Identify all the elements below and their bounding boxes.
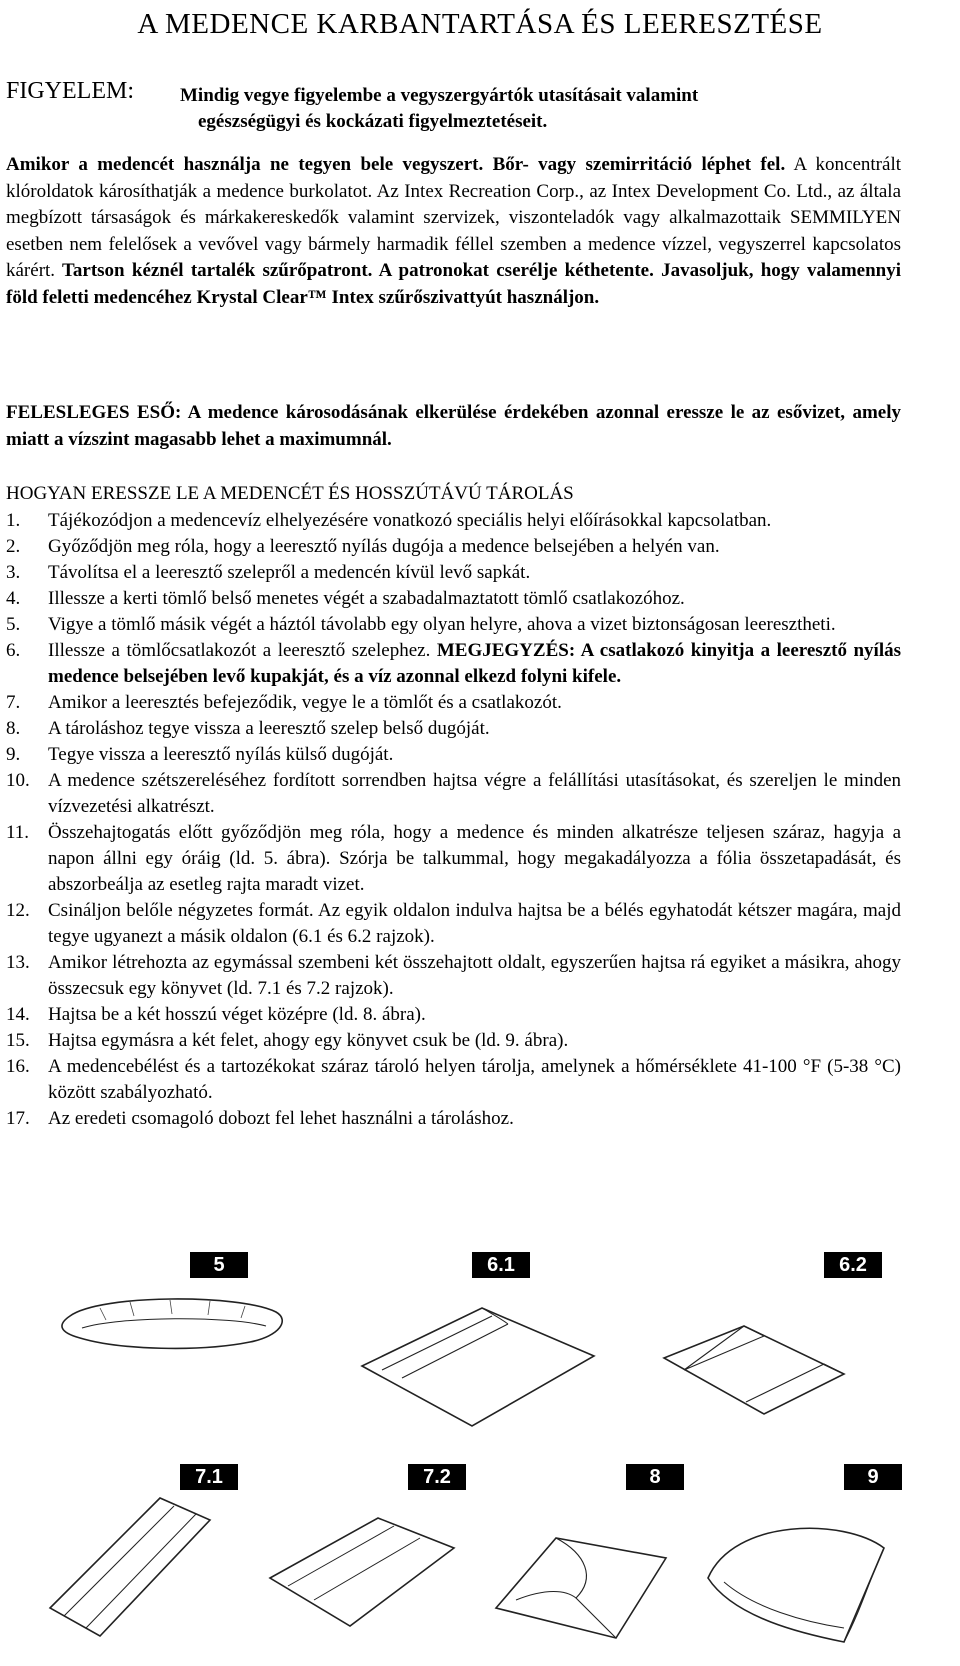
list-item: 12. Csináljon belőle négyzetes formát. Az egyik oldalon indulva hajtsa be a bélés egyhatodát kétszer magára, majd tegye ugyanezt a másik oldalon (6.1 és 6.2 rajzok).: [6, 900, 901, 947]
rain-warning-paragraph: FELESLEGES ESŐ: A medence károsodásának elkerülése érdekében azonnal eressze le az esővizet, amely miatt a vízszint magasabb lehet a maximumnál.: [6, 402, 901, 450]
list-item: 8. A tároláshoz tegye vissza a leeresztő szelep belső dugóját.: [6, 718, 490, 739]
figure-label: 5: [190, 1252, 248, 1278]
chemical-paragraph: [6, 152, 901, 311]
list-item: 4. Illessze a kerti tömlő belső menetes végét a szabadalmaztatott tömlő csatlakozóhoz.: [6, 588, 685, 609]
list-item: 5. Vigye a tömlő másik végét a háztól távolabb egy olyan helyre, ahova a vizet biztonságosan leeresztheti.: [6, 614, 836, 635]
figure-8: [476, 1458, 686, 1658]
list-item: 2. Győződjön meg róla, hogy a leeresztő nyílás dugója a medence belsejében a helyén van.: [6, 536, 720, 557]
figure-9: [694, 1458, 904, 1658]
list-item: 17. Az eredeti csomagoló dobozt fel lehet használni a tároláshoz.: [6, 1108, 514, 1129]
list-item: 16. A medencebélést és a tartozékokat száraz tároló helyen tárolja, amelynek a hőmérséklete 41-100 °F (5-38 °C) között szabályozható.: [6, 1056, 901, 1103]
figure-label: 7.1: [180, 1464, 238, 1490]
chemical-warning-bold: Amikor a medencét használja ne tegyen bele vegyszert. Bőr- vagy szemirritáció léphet fel.: [6, 154, 786, 175]
warning-text: [180, 83, 900, 135]
figure-label: 6.2: [824, 1252, 882, 1278]
list-item: 7. Amikor a leeresztés befejeződik, vegye le a tömlőt és a csatlakozót.: [6, 692, 562, 713]
figure-label: 8: [626, 1464, 684, 1490]
figure-5-drawing: [40, 1246, 320, 1446]
list-item: 6. Illessze a tömlőcsatlakozót a leeresztő szelephez. MEGJEGYZÉS: A csatlakozó kinyitja a leeresztő nyílás medence belsejében levő kupakját, és a víz azonnal elkezd folyni kifele.: [6, 640, 901, 687]
list-item: 14. Hajtsa be a két hosszú véget középre (ld. 8. ábra).: [6, 1004, 426, 1025]
list-item: 13. Amikor létrehozta az egymással szembeni két összehajtott oldalt, egyszerűen hajtsa rá egyiket a másikra, ahogy összecsuk egy könyvet (ld. 7.1 és 7.2 rajzok).: [6, 952, 901, 999]
warning-line-1: Mindig vegye figyelembe a vegyszergyártók utasításait valamint: [180, 85, 699, 106]
page-title: A MEDENCE KARBANTARTÁSA ÉS LEERESZTÉSE: [137, 8, 823, 40]
warning-line-2: egészségügyi és kockázati figyelmeztetéseit.: [198, 111, 548, 132]
liability-text: A koncentrált klóroldatok károsíthatják a medence burkolatot. Az Intex Recreation Corp., az Intex Development Co. Ltd., az általa megbízott társaságok és márkakereskedők valamint szervizek, viszonteladók vagy alkalmazottaik SEMMILYEN esetben nem felelősek a vevővel vagy bármely harmadik féllel szemben a medence vízzel, vegyszerrel kapcsolatos kárért.: [6, 154, 902, 281]
list-item: 15. Hajtsa egymásra a két felet, ahogy egy könyvet csuk be (ld. 9. ábra).: [6, 1030, 569, 1051]
list-item: 1. Tájékozódjon a medencevíz elhelyezésére vonatkozó speciális helyi előírásokkal kapcsolatban.: [6, 510, 772, 531]
figure-label: 9: [844, 1464, 902, 1490]
note-bold: MEGJEGYZÉS: A csatlakozó kinyitja a leeresztő nyílás medence belsejében levő kupakját, és a víz azonnal elkezd folyni kifele.: [48, 640, 901, 687]
list-item: 11. Összehajtogatás előtt győződjön meg róla, hogy a medence és minden alkatrésze teljesen száraz, hagyja a napon állni egy óráig (ld. 5. ábra). Szórja be talkummal, hogy megakadályozza a fólia összetapadását, és abszorbeálja az esetleg rajta maradt vizet.: [6, 822, 901, 895]
folding-figures: [40, 1246, 905, 1658]
figure-6-2: [624, 1246, 904, 1446]
figure-label: 6.1: [472, 1252, 530, 1278]
section-heading: HOGYAN ERESSZE LE A MEDENCÉT ÉS HOSSZÚTÁVÚ TÁROLÁS: [6, 483, 574, 504]
list-item: 10. A medence szétszereléséhez fordított sorrendben hajtsa végre a felállítási utasításokat, és szereljen le minden vízvezetési alkatrészt.: [6, 770, 901, 817]
figure-label: 7.2: [408, 1464, 466, 1490]
figure-5: [40, 1246, 320, 1446]
drain-steps-list: [6, 508, 901, 1132]
figure-7-2: [258, 1458, 468, 1658]
warning-label: FIGYELEM:: [6, 78, 134, 104]
figure-6-1: [332, 1246, 612, 1446]
list-item: 3. Távolítsa el a leeresztő szelepről a medencén kívül levő sapkát.: [6, 562, 531, 583]
cartridge-advice-bold: Tartson kéznél tartalék szűrőpatront. A patronokat cserélje kéthetente. Javasoljuk, hogy valamennyi föld feletti medencéhez Krystal Clear™ Intex szűrőszivattyút használjon.: [6, 260, 901, 308]
list-item: 9. Tegye vissza a leeresztő nyílás külső dugóját.: [6, 744, 394, 765]
